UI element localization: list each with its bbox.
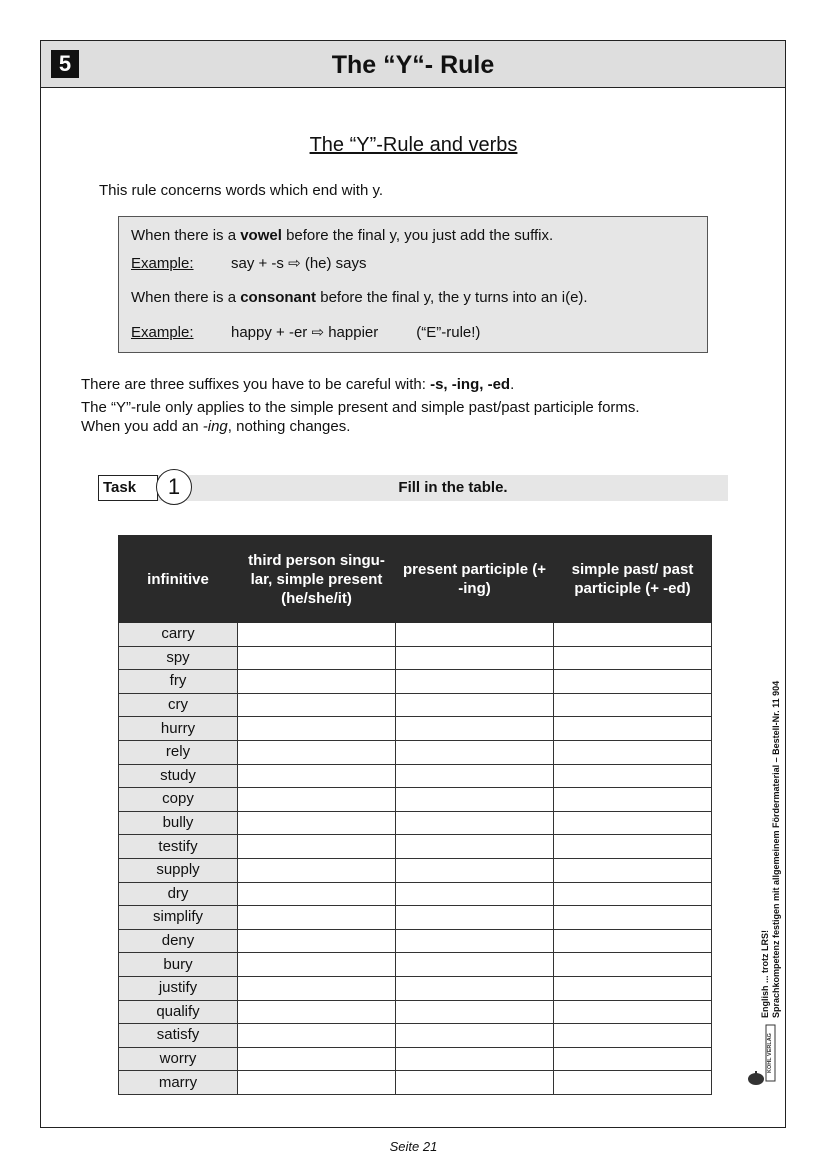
present-participle-cell[interactable] [396, 1024, 554, 1048]
simple-past-cell[interactable] [554, 764, 712, 788]
verb-table [118, 535, 712, 1095]
table-row [119, 1024, 712, 1048]
table-row [119, 906, 712, 930]
notes-line-3 [81, 417, 640, 436]
task-number-badge: 1 [156, 469, 192, 505]
header-simple-past: simple past/ past participle (+ -ed) [554, 536, 712, 623]
table-row [119, 1047, 712, 1071]
table-row [119, 1071, 712, 1095]
vowel-rule-text: When there is a [131, 227, 241, 244]
simple-past-cell[interactable] [554, 811, 712, 835]
present-participle-cell[interactable] [396, 764, 554, 788]
infinitive-cell: justify [119, 976, 238, 1000]
present-participle-cell[interactable] [396, 1071, 554, 1095]
example-label: Example: [131, 324, 194, 341]
task-instruction: Fill in the table. [398, 479, 508, 496]
present-participle-cell[interactable] [396, 906, 554, 930]
present-participle-cell[interactable] [396, 740, 554, 764]
simple-past-cell[interactable] [554, 929, 712, 953]
table-row [119, 835, 712, 859]
notes [81, 375, 640, 436]
infinitive-cell: hurry [119, 717, 238, 741]
consonant-rule [131, 289, 588, 306]
simple-past-cell[interactable] [554, 835, 712, 859]
infinitive-cell: marry [119, 1071, 238, 1095]
infinitive-cell: bully [119, 811, 238, 835]
header-infinitive: infinitive [119, 536, 238, 623]
example-note: (“E”-rule!) [416, 324, 481, 341]
infinitive-cell: cry [119, 693, 238, 717]
table-header-row [119, 536, 712, 623]
present-participle-cell[interactable] [396, 882, 554, 906]
third-person-cell[interactable] [238, 1071, 396, 1095]
third-person-cell[interactable] [238, 906, 396, 930]
simple-past-cell[interactable] [554, 1000, 712, 1024]
present-participle-cell[interactable] [396, 835, 554, 859]
side-text-title: English ... trotz LRS! [760, 930, 770, 1018]
simple-past-cell[interactable] [554, 646, 712, 670]
table-row [119, 740, 712, 764]
third-person-cell[interactable] [238, 835, 396, 859]
infinitive-cell: spy [119, 646, 238, 670]
present-participle-cell[interactable] [396, 953, 554, 977]
infinitive-cell: supply [119, 858, 238, 882]
table-row [119, 693, 712, 717]
intro-text: This rule concerns words which end with y. [99, 182, 384, 199]
present-participle-cell[interactable] [396, 976, 554, 1000]
ing-suffix: -ing [202, 418, 228, 435]
header-third-person: third person singu-lar, simple present (he/she/it) [238, 536, 396, 623]
infinitive-cell: carry [119, 623, 238, 647]
simple-past-cell[interactable] [554, 740, 712, 764]
simple-past-cell[interactable] [554, 906, 712, 930]
present-participle-cell[interactable] [396, 623, 554, 647]
infinitive-cell: qualify [119, 1000, 238, 1024]
present-participle-cell[interactable] [396, 646, 554, 670]
third-person-cell[interactable] [238, 717, 396, 741]
simple-past-cell[interactable] [554, 1047, 712, 1071]
third-person-cell[interactable] [238, 693, 396, 717]
example-label: Example: [131, 255, 194, 272]
third-person-cell[interactable] [238, 646, 396, 670]
third-person-cell[interactable] [238, 1047, 396, 1071]
third-person-cell[interactable] [238, 623, 396, 647]
simple-past-cell[interactable] [554, 788, 712, 812]
table-row [119, 623, 712, 647]
third-person-cell[interactable] [238, 882, 396, 906]
present-participle-cell[interactable] [396, 929, 554, 953]
table-row [119, 1000, 712, 1024]
chapter-number-badge: 5 [51, 50, 79, 78]
table-row [119, 764, 712, 788]
notes-line-1 [81, 375, 640, 394]
simple-past-cell[interactable] [554, 670, 712, 694]
suffix-list: -s, -ing, -ed [430, 376, 511, 393]
example-text: happy + -er ⇨ happier [231, 324, 379, 341]
simple-past-cell[interactable] [554, 882, 712, 906]
table-row [119, 646, 712, 670]
notes-text-end: , nothing changes. [227, 418, 351, 435]
present-participle-cell[interactable] [396, 1047, 554, 1071]
simple-past-cell[interactable] [554, 1071, 712, 1095]
present-participle-cell[interactable] [396, 788, 554, 812]
infinitive-cell: satisfy [119, 1024, 238, 1048]
simple-past-cell[interactable] [554, 623, 712, 647]
rule-box [118, 216, 708, 353]
third-person-cell[interactable] [238, 976, 396, 1000]
simple-past-cell[interactable] [554, 976, 712, 1000]
publisher-side-text [760, 681, 782, 1018]
simple-past-cell[interactable] [554, 953, 712, 977]
third-person-cell[interactable] [238, 811, 396, 835]
side-text-order-number: Sprachkompetenz festigen mit allgemeinem Fördermaterial – Bestell-Nr. 11 904 [771, 680, 781, 1018]
infinitive-cell: testify [119, 835, 238, 859]
publisher-logo [746, 1023, 778, 1087]
notes-line-2: The “Y”-rule only applies to the simple present and simple past/past participle forms. [81, 399, 640, 416]
vowel-rule-text-end: before the final y, you just add the suffix. [281, 227, 554, 244]
present-participle-cell[interactable] [396, 693, 554, 717]
section-title: The “Y”-Rule and verbs [309, 134, 518, 156]
simple-past-cell[interactable] [554, 1024, 712, 1048]
third-person-cell[interactable] [238, 788, 396, 812]
third-person-cell[interactable] [238, 740, 396, 764]
present-participle-cell[interactable] [396, 717, 554, 741]
table-row [119, 882, 712, 906]
third-person-cell[interactable] [238, 670, 396, 694]
header-bar [41, 41, 785, 88]
table-row [119, 717, 712, 741]
table-row [119, 858, 712, 882]
consonant-rule-text-end: before the final y, the y turns into an i(e). [316, 289, 588, 306]
present-participle-cell[interactable] [396, 811, 554, 835]
simple-past-cell[interactable] [554, 858, 712, 882]
task-bar [98, 475, 728, 501]
infinitive-cell: study [119, 764, 238, 788]
notes-text: There are three suffixes you have to be careful with: [81, 376, 431, 393]
notes-text: When you add an [81, 418, 203, 435]
infinitive-cell: deny [119, 929, 238, 953]
third-person-cell[interactable] [238, 858, 396, 882]
present-participle-cell[interactable] [396, 670, 554, 694]
simple-past-cell[interactable] [554, 717, 712, 741]
third-person-cell[interactable] [238, 953, 396, 977]
vowel-keyword: vowel [240, 227, 282, 244]
simple-past-cell[interactable] [554, 693, 712, 717]
table-row [119, 811, 712, 835]
task-label: Task [98, 475, 158, 501]
table-row [119, 788, 712, 812]
consonant-rule-text: When there is a [131, 289, 241, 306]
table-row [119, 670, 712, 694]
present-participle-cell[interactable] [396, 858, 554, 882]
example-2 [131, 323, 480, 341]
vowel-rule [131, 227, 553, 244]
page-number: Seite 21 [389, 1139, 438, 1154]
infinitive-cell: worry [119, 1047, 238, 1071]
third-person-cell[interactable] [238, 764, 396, 788]
table-row [119, 976, 712, 1000]
notes-period: . [510, 376, 515, 393]
infinitive-cell: rely [119, 740, 238, 764]
infinitive-cell: dry [119, 882, 238, 906]
third-person-cell[interactable] [238, 929, 396, 953]
header-present-participle: present participle (+ -ing) [396, 536, 554, 623]
example-1 [131, 254, 367, 272]
third-person-cell[interactable] [238, 1000, 396, 1024]
infinitive-cell: bury [119, 953, 238, 977]
infinitive-cell: copy [119, 788, 238, 812]
third-person-cell[interactable] [238, 1024, 396, 1048]
table-row [119, 929, 712, 953]
page-title: The “Y“- Rule [331, 51, 495, 79]
present-participle-cell[interactable] [396, 1000, 554, 1024]
infinitive-cell: fry [119, 670, 238, 694]
logo-text: KOHL VERLAG [767, 1033, 773, 1073]
example-text: say + -s ⇨ (he) says [231, 255, 367, 272]
consonant-keyword: consonant [240, 289, 317, 306]
table-row [119, 953, 712, 977]
infinitive-cell: simplify [119, 906, 238, 930]
